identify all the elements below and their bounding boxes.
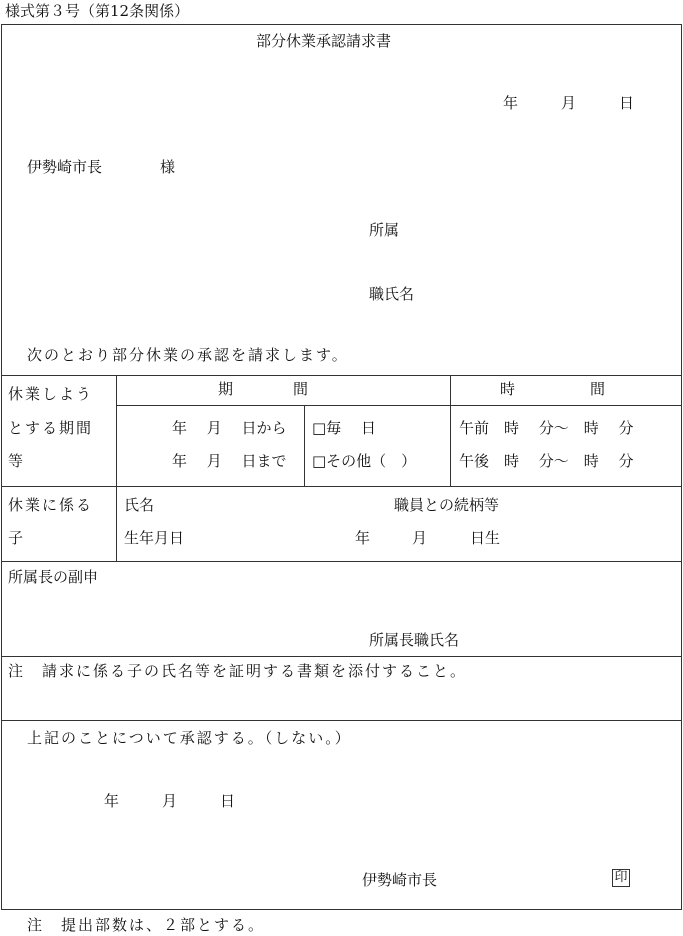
period-header-rule — [116, 405, 682, 406]
form-title: 部分休業承認請求書 — [256, 32, 392, 50]
date-month-label: 月 — [561, 94, 577, 112]
note-attach-documents: 注 請求に係る子の氏名等を証明する書類を添付すること。 — [8, 662, 468, 680]
period-section-top-rule — [1, 375, 682, 376]
child-birth-label: 生年月日 — [124, 529, 185, 547]
supervisor-signature-label: 所属長職氏名 — [369, 631, 460, 649]
child-name-label: 氏名 — [124, 496, 155, 514]
other-checkbox: □その他（ ） — [312, 452, 417, 470]
approval-month: 月 — [162, 792, 178, 810]
every-day-checkbox: □毎 日 — [312, 419, 376, 437]
period-to: 年 月 日まで — [172, 452, 287, 470]
period-from: 年 月 日から — [172, 419, 287, 437]
child-row-label-1: 休業に係る — [8, 496, 94, 514]
note-section-top-rule — [1, 656, 682, 657]
child-row-label-2: 子 — [8, 529, 24, 547]
applicant-name-label: 職氏名 — [369, 285, 415, 303]
time-column-rule — [450, 375, 451, 486]
addressee-honorific: 様 — [160, 158, 176, 176]
child-birth-year: 年 — [355, 529, 371, 547]
period-row-label-3: 等 — [8, 452, 24, 470]
label-column-rule — [116, 375, 117, 561]
period-type-column-rule — [304, 405, 305, 486]
date-year-label: 年 — [503, 94, 519, 112]
child-relation-label: 職員との続柄等 — [394, 496, 500, 514]
applicant-affiliation-label: 所属 — [369, 221, 400, 239]
period-row-label-1: 休業しよう — [8, 385, 94, 403]
child-birth-month: 月 — [412, 529, 428, 547]
child-section-top-rule — [1, 486, 682, 487]
form-label: 様式第３号（第12条関係） — [5, 2, 190, 20]
request-text: 次のとおり部分休業の承認を請求します。 — [27, 346, 349, 364]
approval-day: 日 — [220, 792, 236, 810]
approver-name: 伊勢崎市長 — [362, 871, 438, 889]
note-copies: 注 提出部数は、２部とする。 — [27, 916, 266, 934]
supervisor-section-top-rule — [1, 561, 682, 562]
supervisor-label: 所属長の副申 — [8, 568, 99, 586]
date-day-label: 日 — [619, 94, 635, 112]
addressee-name: 伊勢崎市長 — [27, 158, 103, 176]
approval-statement: 上記のことについて承認する。（しない。） — [27, 729, 352, 747]
child-birth-day: 日生 — [470, 529, 501, 547]
approval-year: 年 — [104, 792, 120, 810]
period-row-label-2: とする期間 — [8, 419, 94, 437]
am-time-range: 午前 時 分～ 時 分 — [459, 419, 634, 437]
approval-section-top-rule — [1, 720, 682, 721]
seal-mark: 印 — [612, 869, 630, 887]
period-header: 期 間 — [218, 380, 309, 398]
pm-time-range: 午後 時 分～ 時 分 — [459, 452, 634, 470]
time-header: 時 間 — [500, 380, 606, 398]
